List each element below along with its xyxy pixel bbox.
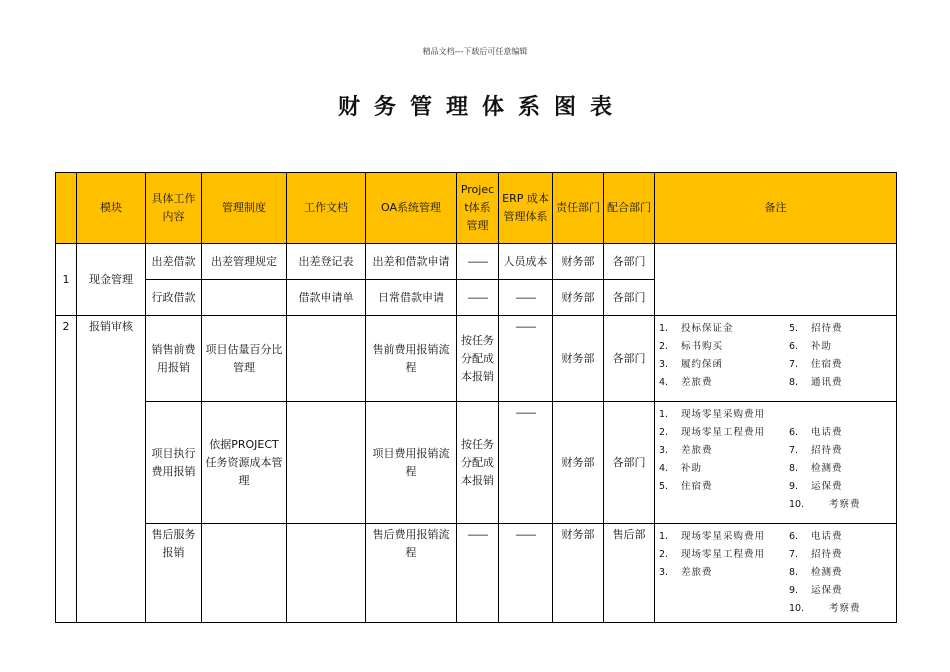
- note-item: [659, 460, 785, 478]
- note-text: 住宿费: [681, 481, 713, 492]
- cell-resp: 财务部: [553, 244, 604, 280]
- header-module: 模块: [77, 173, 146, 244]
- cell-oa: 项目费用报销流程: [366, 402, 457, 524]
- cell-notes: [655, 402, 897, 524]
- cell-project: ——: [457, 524, 499, 623]
- cell-oa: 出差和借款申请: [366, 244, 457, 280]
- note-text: 差旅费: [681, 445, 713, 456]
- note-text: 运保费: [811, 585, 843, 596]
- cell-erp: ——: [499, 402, 553, 524]
- cell-notes: [655, 244, 897, 316]
- cell-erp: 人员成本: [499, 244, 553, 280]
- header-oa: OA系统管理: [366, 173, 457, 244]
- header-row: [56, 173, 897, 244]
- cell-resp: 财务部: [553, 316, 604, 402]
- note-item: [789, 460, 871, 478]
- cell-content: 行政借款: [146, 280, 202, 316]
- section-module: 报销审核: [77, 316, 146, 623]
- note-number: 3.: [659, 359, 669, 370]
- notes-list-left: [659, 406, 785, 514]
- cell-policy: 项目估量百分比管理: [202, 316, 287, 402]
- note-number: 2.: [659, 341, 669, 352]
- section-module: 现金管理: [77, 244, 146, 316]
- section-number: 1: [56, 244, 77, 316]
- note-text: 标书购买: [681, 341, 724, 352]
- note-item: [789, 546, 871, 564]
- note-number: 9.: [789, 481, 799, 492]
- cell-coop: 各部门: [604, 316, 655, 402]
- note-text: 现场零星采购费用: [681, 531, 766, 542]
- note-text: 检测费: [811, 463, 843, 474]
- note-text: 电话费: [811, 531, 843, 542]
- note-number: 7.: [789, 549, 799, 560]
- note-text: 运保费: [811, 481, 843, 492]
- note-text: 现场零星工程费用: [681, 549, 766, 560]
- cell-oa: 售后费用报销流程: [366, 524, 457, 623]
- cell-coop: 各部门: [604, 402, 655, 524]
- cell-docs: 出差登记表: [287, 244, 366, 280]
- note-item: [659, 564, 785, 582]
- note-item: [659, 374, 785, 392]
- cell-project: 按任务分配成本报销: [457, 316, 499, 402]
- note-item: [659, 406, 785, 424]
- note-text: 招待费: [811, 323, 843, 334]
- cell-resp: 财务部: [553, 280, 604, 316]
- note-text: 检测费: [811, 567, 843, 578]
- note-number: 8.: [789, 463, 799, 474]
- header-blank: [56, 173, 77, 244]
- note-item: [789, 320, 871, 338]
- cell-policy: [202, 280, 287, 316]
- header-notes: 备注: [655, 173, 897, 244]
- note-number: 1.: [659, 409, 669, 420]
- finance-management-table: [55, 172, 897, 623]
- note-text: 现场零星工程费用: [681, 427, 766, 438]
- cell-coop: 售后部: [604, 524, 655, 623]
- note-item: [659, 320, 785, 338]
- note-number: 10.: [789, 603, 805, 614]
- page-title: 财务管理体系图表: [337, 94, 626, 120]
- note-text: 投标保证金: [681, 323, 734, 334]
- cell-coop: 各部门: [604, 244, 655, 280]
- note-item: [789, 582, 871, 600]
- cell-docs: [287, 402, 366, 524]
- notes-list-left: [659, 528, 785, 618]
- note-item: [789, 338, 871, 356]
- note-number: 2.: [659, 549, 669, 560]
- note-item: [659, 528, 785, 546]
- cell-policy: 依据PROJECT任务资源成本管理: [202, 402, 287, 524]
- note-item: [659, 478, 785, 496]
- note-number: 3.: [659, 567, 669, 578]
- cell-notes: [655, 316, 897, 402]
- cell-project: 按任务分配成本报销: [457, 402, 499, 524]
- cell-policy: [202, 524, 287, 623]
- note-number: 7.: [789, 359, 799, 370]
- cell-content: 售后服务报销: [146, 524, 202, 623]
- note-item: [659, 424, 785, 442]
- note-number: 10.: [789, 499, 805, 510]
- header-erp: ERP 成本管理体系: [499, 173, 553, 244]
- notes-list-left: [659, 320, 785, 392]
- cell-content: 出差借款: [146, 244, 202, 280]
- header-project: Project体系管理: [457, 173, 499, 244]
- note-item: [659, 546, 785, 564]
- header-coop: 配合部门: [604, 173, 655, 244]
- cell-resp: 财务部: [553, 524, 604, 623]
- note-item: [789, 600, 871, 618]
- top-note: 精品文档---下载后可任意编辑: [422, 47, 528, 56]
- note-number: 6.: [789, 341, 799, 352]
- note-number: 5.: [789, 323, 799, 334]
- header-content: 具体工作内容: [146, 173, 202, 244]
- note-number: 6.: [789, 427, 799, 438]
- note-number: 6.: [789, 531, 799, 542]
- header-docs: 工作文档: [287, 173, 366, 244]
- note-number: 1.: [659, 323, 669, 334]
- note-number: 1.: [659, 531, 669, 542]
- note-text: 现场零星采购费用: [681, 409, 766, 420]
- note-number: 3.: [659, 445, 669, 456]
- cell-project: ——: [457, 280, 499, 316]
- note-text: 通讯费: [811, 377, 843, 388]
- note-text: 补助: [811, 341, 833, 352]
- note-text: 招待费: [811, 445, 843, 456]
- note-item: [789, 496, 871, 514]
- note-item: [789, 528, 871, 546]
- cell-notes: [655, 524, 897, 623]
- cell-resp: 财务部: [553, 402, 604, 524]
- cell-oa: 售前费用报销流程: [366, 316, 457, 402]
- note-item: [789, 478, 871, 496]
- notes-list-right: [789, 528, 871, 618]
- note-item: [789, 424, 871, 442]
- cell-project: ——: [457, 244, 499, 280]
- note-number: 4.: [659, 377, 669, 388]
- note-number: 2.: [659, 427, 669, 438]
- note-item: [789, 374, 871, 392]
- note-number: 5.: [659, 481, 669, 492]
- cell-docs: [287, 524, 366, 623]
- note-item: [659, 338, 785, 356]
- note-text: 履约保函: [681, 359, 724, 370]
- note-text: 住宿费: [811, 359, 843, 370]
- table-row: [56, 402, 897, 524]
- note-item: [659, 356, 785, 374]
- note-item: [789, 564, 871, 582]
- cell-coop: 各部门: [604, 280, 655, 316]
- cell-erp: ——: [499, 280, 553, 316]
- cell-docs: [287, 316, 366, 402]
- note-item: [789, 442, 871, 460]
- cell-policy: 出差管理规定: [202, 244, 287, 280]
- note-number: 9.: [789, 585, 799, 596]
- section-number: 2: [56, 316, 77, 623]
- note-text: 差旅费: [681, 567, 713, 578]
- cell-oa: 日常借款申请: [366, 280, 457, 316]
- note-text: 电话费: [811, 427, 843, 438]
- table-row: [56, 316, 897, 402]
- note-text: 招待费: [811, 549, 843, 560]
- header-resp: 责任部门: [553, 173, 604, 244]
- cell-erp: ——: [499, 316, 553, 402]
- note-number: 4.: [659, 463, 669, 474]
- note-number: 8.: [789, 567, 799, 578]
- note-text: 考察费: [829, 499, 861, 510]
- notes-list-right: [789, 320, 871, 392]
- cell-content: 销售前费用报销: [146, 316, 202, 402]
- note-item: [659, 442, 785, 460]
- table-row: [56, 524, 897, 623]
- note-item: [789, 356, 871, 374]
- notes-list-right: [789, 406, 871, 514]
- note-text: 考察费: [829, 603, 861, 614]
- note-number: 7.: [789, 445, 799, 456]
- cell-content: 项目执行费用报销: [146, 402, 202, 524]
- note-text: 差旅费: [681, 377, 713, 388]
- cell-docs: 借款申请单: [287, 280, 366, 316]
- note-number: 8.: [789, 377, 799, 388]
- cell-erp: ——: [499, 524, 553, 623]
- header-policy: 管理制度: [202, 173, 287, 244]
- note-text: 补助: [681, 463, 703, 474]
- table-row: [56, 244, 897, 280]
